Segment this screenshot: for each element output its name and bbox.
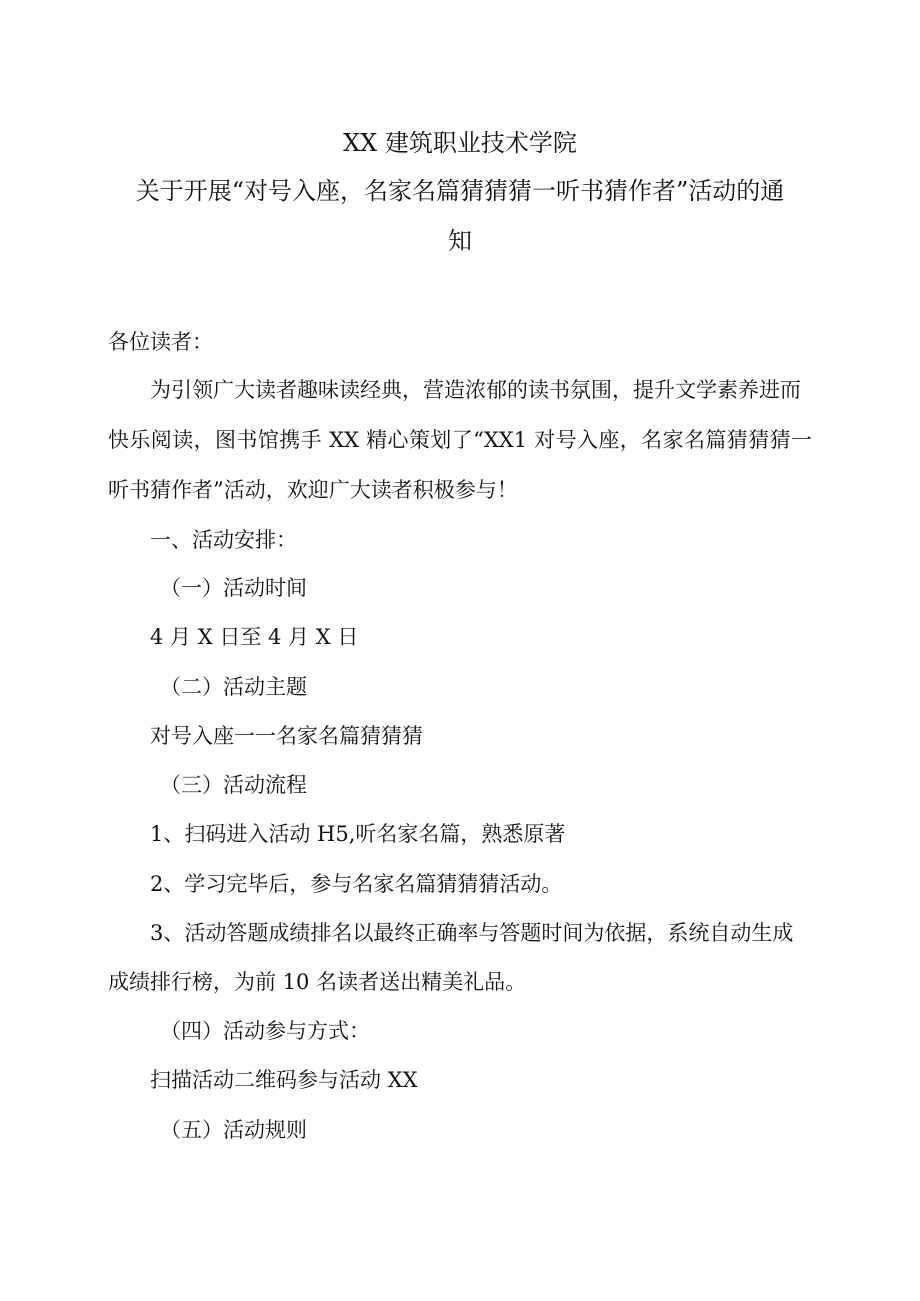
content-participation: 扫描活动二维码参与活动 XX (150, 1068, 418, 1092)
section-heading-arrangement: 一、活动安排： (150, 528, 297, 552)
process-step-3-line-2: 成绩排行榜，为前 10 名读者送出精美礼品。 (108, 970, 527, 994)
intro-line-3: 听书猜作者”活动，欢迎广大读者积极参与！ (108, 478, 518, 502)
title-notice-end: 知 (448, 227, 472, 255)
process-step-2: 2、学习完毕后，参与名家名篇猜猜猜活动。 (150, 872, 563, 896)
intro-line-1: 为引领广大读者趣味读经典，营造浓郁的读书氛围，提升文学素养进而 (150, 378, 801, 402)
subheading-rules: （五）活动规则 (160, 1118, 307, 1142)
subheading-process: （三）活动流程 (160, 773, 307, 797)
process-step-3-line-1: 3、活动答题成绩排名以最终正确率与答题时间为依据，系统自动生成 (150, 921, 794, 945)
subheading-time: （一）活动时间 (160, 576, 307, 600)
title-institution: XX 建筑职业技术学院 (343, 129, 577, 157)
salutation: 各位读者： (108, 330, 213, 354)
title-notice-line: 关于开展“对号入座，名家名篇猜猜猜一听书猜作者”活动的通 (135, 177, 785, 205)
intro-line-2: 快乐阅读，图书馆携手 XX 精心策划了“XX1 对号入座，名家名篇猜猜猜一 (108, 428, 812, 452)
subheading-theme: （二）活动主题 (160, 675, 307, 699)
process-step-1: 1、扫码进入活动 H5,听名家名篇，熟悉原著 (150, 822, 566, 846)
subheading-participation: （四）活动参与方式： (160, 1019, 370, 1043)
content-theme: 对号入座一一名家名篇猜猜猜 (150, 724, 423, 748)
content-time: 4 月 X 日至 4 月 X 日 (150, 625, 359, 649)
